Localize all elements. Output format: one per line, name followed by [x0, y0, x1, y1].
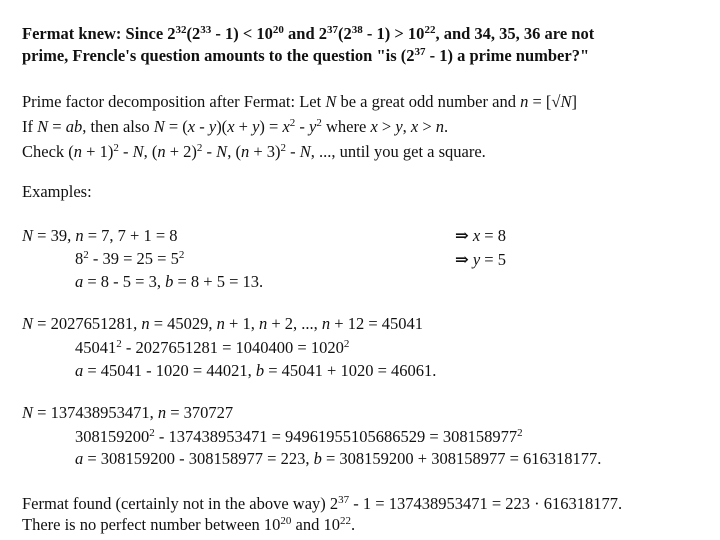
method-line-2: If N = ab, then also $N = (x - y)(x + y) = x^2 - y^2$ where x > y, x > n. [22, 117, 449, 136]
intro-line-1: Fermat knew: Since $2^{32}(2^{33} - 1) < 10^{20}$ and $2^{37}(2^{38} - 1) > 10^{22}$, and 34, 35, 36 are not [22, 24, 595, 43]
intro-line-2: prime, Frencle's question amounts to the question "is $(2^{37} - 1)$ a prime number?" [22, 46, 590, 65]
ex1-line-2: $8^2 - 39 = 25 = 5^2$ [75, 249, 185, 268]
conclusion-line-1: Fermat found (certainly not in the above way) $2^{37} - 1 = 137438953471 = 223 \cdot 616318177$. [22, 494, 623, 513]
ex3-line-2: $308159200^2 - 137438953471 = 94961955105686529 = 308158977^2$ [75, 427, 523, 446]
implies-arrow-icon: ⇒ [455, 226, 469, 245]
method-line-1: Prime factor decomposition after Fermat: Let N be a great odd number and n = [√N] [22, 92, 577, 111]
ex1-line-1: N = 39, n = 7, 7 + 1 = 8 [22, 226, 178, 245]
ex3-line-1: N = 137438953471, n = 370727 [22, 403, 234, 422]
ex1-line-3: a = 8 - 5 = 3, b = 8 + 5 = 13. [75, 272, 264, 291]
ex1-result-y: ⇒ y = 5 [455, 250, 506, 269]
ex1-result-x: ⇒ x = 8 [455, 226, 506, 245]
conclusion-line-2: There is no perfect number between $10^{20}$ and $10^{22}$. [22, 515, 356, 534]
implies-arrow-icon: ⇒ [455, 250, 469, 269]
method-line-3: Check $(n + 1)^2 - N$, $(n + 2)^2 - N$, $(n + 3)^2 - N$, ..., until you get a square. [22, 142, 486, 161]
ex3-line-3: a = 308159200 - 308158977 = 223, b = 308159200 + 308158977 = 616318177. [75, 449, 602, 468]
examples-heading: Examples: [22, 182, 92, 201]
ex2-line-3: a = 45041 - 1020 = 44021, b = 45041 + 1020 = 46061. [75, 361, 437, 380]
ex2-line-1: N = 2027651281, n = 45029, n + 1, n + 2, ..., n + 12 = 45041 [22, 314, 424, 333]
ex2-line-2: $45041^2 - 2027651281 = 1040400 = 1020^2$ [75, 338, 350, 357]
